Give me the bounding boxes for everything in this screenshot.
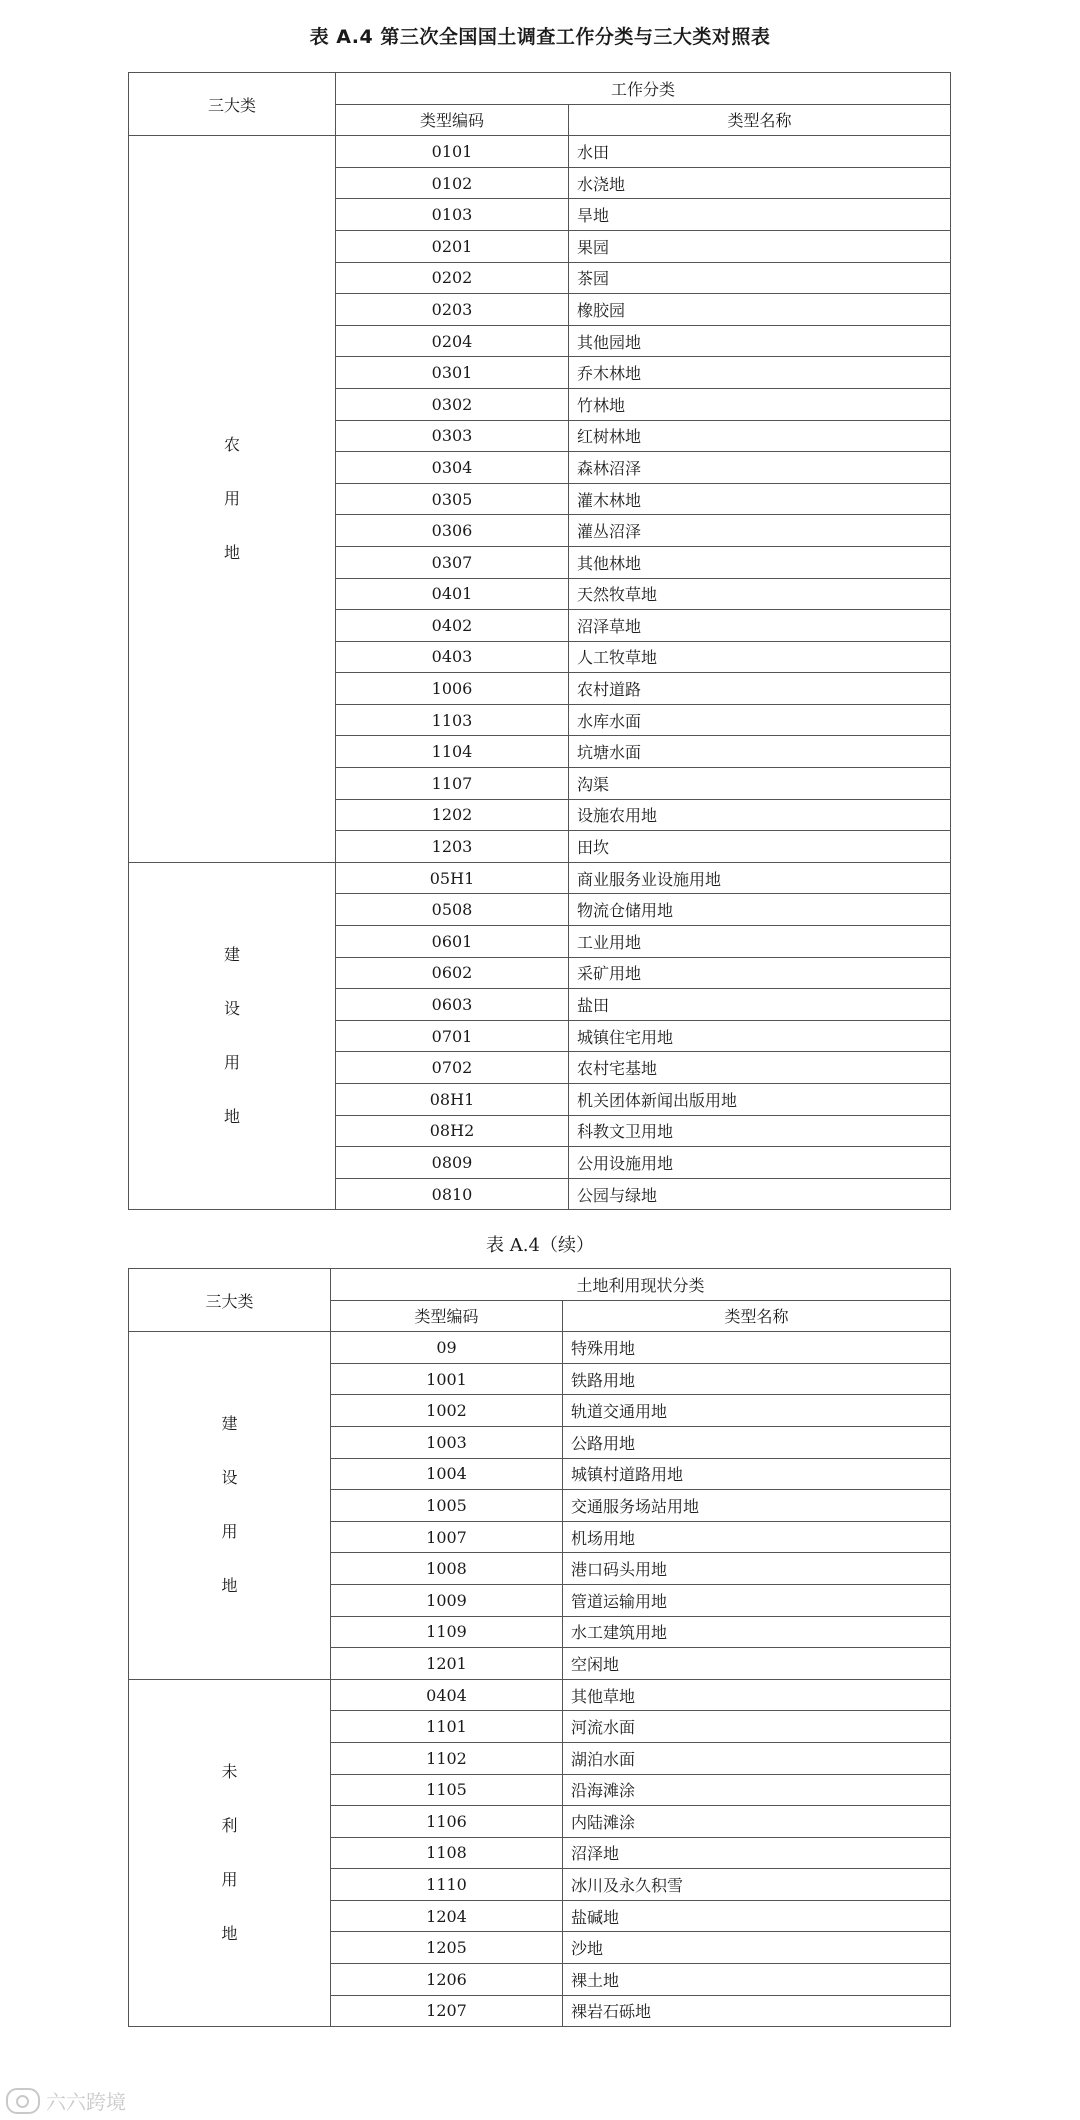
type-name: 机关团体新闻出版用地 (569, 1084, 951, 1116)
category-char: 地 (221, 1576, 238, 1596)
type-name: 商业服务业设施用地 (569, 862, 951, 894)
type-name: 茶园 (569, 262, 951, 294)
type-name: 竹林地 (569, 388, 951, 420)
type-name: 红树林地 (569, 420, 951, 452)
type-name: 机场用地 (563, 1521, 951, 1553)
table-row (129, 1679, 951, 1711)
type-code: 09 (331, 1332, 563, 1364)
header-row (129, 1269, 951, 1301)
category-char: 设 (221, 1468, 238, 1488)
type-name: 乔木林地 (569, 357, 951, 389)
type-name: 空闲地 (563, 1648, 951, 1680)
type-code: 1009 (331, 1584, 563, 1616)
category-char: 利 (221, 1815, 238, 1835)
type-name: 设施农用地 (569, 799, 951, 831)
type-code: 1108 (331, 1837, 563, 1869)
type-code: 1002 (331, 1395, 563, 1427)
type-name: 科教文卫用地 (569, 1115, 951, 1147)
category-char: 地 (221, 1923, 238, 1943)
category-char: 用 (221, 1522, 238, 1542)
type-name: 灌木林地 (569, 483, 951, 515)
type-code: 1201 (331, 1648, 563, 1680)
type-code: 0701 (336, 1020, 569, 1052)
watermark-text: 六六跨境 (46, 2090, 126, 2114)
header-group: 工作分类 (336, 73, 951, 105)
type-name: 公路用地 (563, 1426, 951, 1458)
category-char: 设 (223, 999, 240, 1019)
category-char: 用 (221, 1869, 238, 1889)
type-name: 其他草地 (563, 1679, 951, 1711)
type-name: 工业用地 (569, 926, 951, 958)
header-row (129, 73, 951, 105)
type-code: 0601 (336, 926, 569, 958)
type-code: 1104 (336, 736, 569, 768)
type-name: 沼泽草地 (569, 610, 951, 642)
type-code: 08H1 (336, 1084, 569, 1116)
header-name: 类型名称 (563, 1300, 951, 1332)
type-code: 1102 (331, 1742, 563, 1774)
type-code: 08H2 (336, 1115, 569, 1147)
type-name: 坑塘水面 (569, 736, 951, 768)
type-code: 1107 (336, 768, 569, 800)
type-code: 0202 (336, 262, 569, 294)
type-code: 1204 (331, 1900, 563, 1932)
type-name: 田坎 (569, 831, 951, 863)
type-name: 河流水面 (563, 1711, 951, 1743)
category-char: 用 (223, 489, 240, 509)
watermark (6, 2086, 126, 2115)
type-code: 1203 (336, 831, 569, 863)
type-name: 轨道交通用地 (563, 1395, 951, 1427)
category-cell (129, 136, 336, 863)
table-continued-title: 表 A.4（续） (486, 1235, 594, 1256)
type-name: 其他园地 (569, 325, 951, 357)
type-code: 0404 (331, 1679, 563, 1711)
type-code: 0102 (336, 167, 569, 199)
type-name: 果园 (569, 230, 951, 262)
type-name: 其他林地 (569, 546, 951, 578)
type-name: 水库水面 (569, 704, 951, 736)
type-code: 1103 (336, 704, 569, 736)
category-cell (129, 1679, 331, 2027)
type-code: 0306 (336, 515, 569, 547)
type-code: 1004 (331, 1458, 563, 1490)
type-name: 城镇村道路用地 (563, 1458, 951, 1490)
classification-table (128, 72, 951, 1210)
type-name: 水浇地 (569, 167, 951, 199)
category-char: 地 (223, 1107, 240, 1127)
category-char: 农 (223, 435, 240, 455)
type-code: 0302 (336, 388, 569, 420)
type-name: 沙地 (563, 1932, 951, 1964)
type-name: 内陆滩涂 (563, 1806, 951, 1838)
header-category: 三大类 (129, 73, 336, 136)
type-name: 裸岩石砾地 (563, 1995, 951, 2027)
type-code: 0401 (336, 578, 569, 610)
type-code: 0602 (336, 957, 569, 989)
type-name: 管道运输用地 (563, 1584, 951, 1616)
type-name: 铁路用地 (563, 1363, 951, 1395)
type-code: 1006 (336, 673, 569, 705)
type-name: 公园与绿地 (569, 1178, 951, 1210)
type-name: 水工建筑用地 (563, 1616, 951, 1648)
type-name: 橡胶园 (569, 294, 951, 326)
header-category: 三大类 (129, 1269, 331, 1332)
type-code: 1101 (331, 1711, 563, 1743)
type-code: 0508 (336, 894, 569, 926)
type-code: 1005 (331, 1490, 563, 1522)
type-name: 采矿用地 (569, 957, 951, 989)
type-name: 物流仓储用地 (569, 894, 951, 926)
type-code: 1105 (331, 1774, 563, 1806)
type-name: 盐碱地 (563, 1900, 951, 1932)
type-code: 1008 (331, 1553, 563, 1585)
header-name: 类型名称 (569, 104, 951, 136)
type-name: 旱地 (569, 199, 951, 231)
type-code: 0702 (336, 1052, 569, 1084)
category-cell (129, 862, 336, 1210)
type-code: 0204 (336, 325, 569, 357)
type-code: 1202 (336, 799, 569, 831)
type-code: 0101 (336, 136, 569, 168)
category-char: 建 (223, 945, 240, 965)
type-name: 农村宅基地 (569, 1052, 951, 1084)
table-row (129, 862, 951, 894)
type-code: 0103 (336, 199, 569, 231)
type-name: 天然牧草地 (569, 578, 951, 610)
category-char: 未 (221, 1761, 238, 1781)
type-name: 灌丛沼泽 (569, 515, 951, 547)
watermark-logo-icon (6, 2088, 40, 2114)
type-code: 0304 (336, 452, 569, 484)
table-row (129, 136, 951, 168)
header-code: 类型编码 (331, 1300, 563, 1332)
category-char: 地 (223, 543, 240, 563)
type-name: 沿海滩涂 (563, 1774, 951, 1806)
type-code: 0301 (336, 357, 569, 389)
type-code: 1206 (331, 1964, 563, 1996)
type-code: 1001 (331, 1363, 563, 1395)
header-code: 类型编码 (336, 104, 569, 136)
table-row (129, 1332, 951, 1364)
type-name: 湖泊水面 (563, 1742, 951, 1774)
type-code: 05H1 (336, 862, 569, 894)
type-name: 森林沼泽 (569, 452, 951, 484)
type-code: 0303 (336, 420, 569, 452)
type-code: 0810 (336, 1178, 569, 1210)
type-name: 交通服务场站用地 (563, 1490, 951, 1522)
type-code: 0305 (336, 483, 569, 515)
type-code: 1109 (331, 1616, 563, 1648)
type-name: 港口码头用地 (563, 1553, 951, 1585)
type-code: 0809 (336, 1147, 569, 1179)
type-name: 农村道路 (569, 673, 951, 705)
type-name: 裸土地 (563, 1964, 951, 1996)
type-name: 沟渠 (569, 768, 951, 800)
type-code: 1207 (331, 1995, 563, 2027)
category-char: 建 (221, 1414, 238, 1434)
type-name: 城镇住宅用地 (569, 1020, 951, 1052)
type-name: 盐田 (569, 989, 951, 1021)
type-code: 1003 (331, 1426, 563, 1458)
type-code: 1007 (331, 1521, 563, 1553)
type-name: 冰川及永久积雪 (563, 1869, 951, 1901)
type-code: 1205 (331, 1932, 563, 1964)
type-name: 公用设施用地 (569, 1147, 951, 1179)
type-name: 水田 (569, 136, 951, 168)
type-code: 0603 (336, 989, 569, 1021)
type-code: 0402 (336, 610, 569, 642)
category-char: 用 (223, 1053, 240, 1073)
type-code: 0403 (336, 641, 569, 673)
type-name: 沼泽地 (563, 1837, 951, 1869)
type-name: 特殊用地 (563, 1332, 951, 1364)
header-group: 土地利用现状分类 (331, 1269, 951, 1301)
type-code: 0201 (336, 230, 569, 262)
type-code: 0307 (336, 546, 569, 578)
page-title: 表 A.4 第三次全国国土调查工作分类与三大类对照表 (309, 26, 771, 48)
category-cell (129, 1332, 331, 1680)
classification-table-continued (128, 1268, 951, 2027)
type-code: 1110 (331, 1869, 563, 1901)
type-name: 人工牧草地 (569, 641, 951, 673)
type-code: 1106 (331, 1806, 563, 1838)
type-code: 0203 (336, 294, 569, 326)
